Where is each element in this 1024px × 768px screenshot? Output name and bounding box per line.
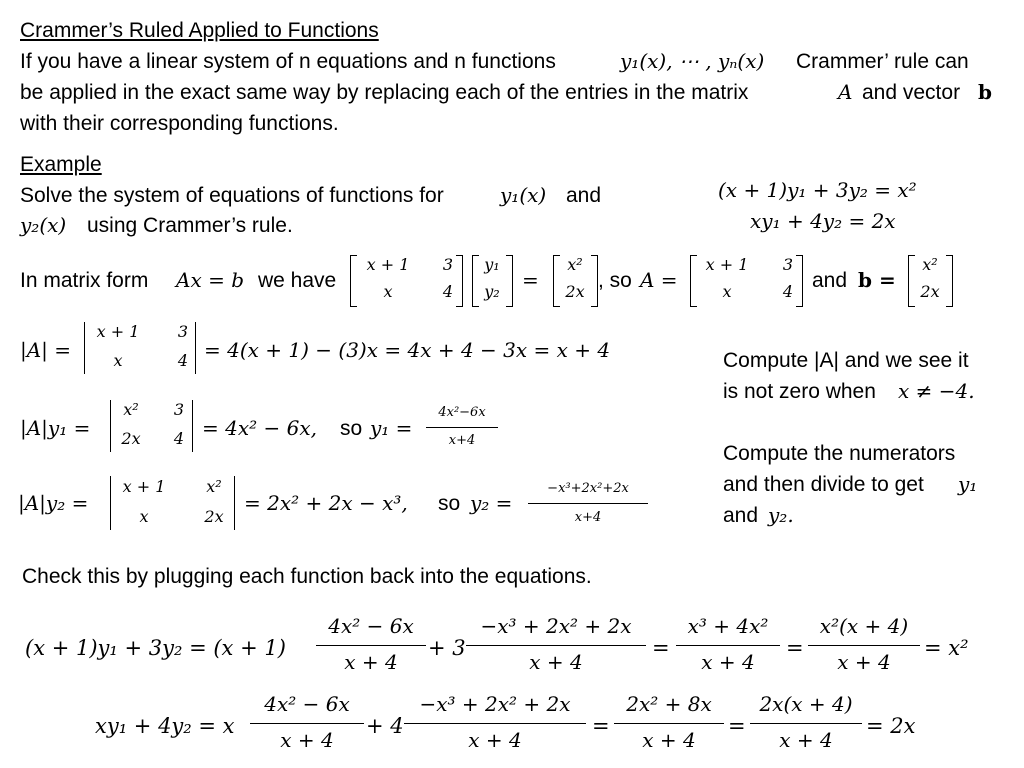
check-row2-eq2: =	[728, 714, 746, 738]
note-1-line-1: Compute |A| and we see it	[723, 349, 969, 372]
detY1-cell-11: x²	[123, 400, 139, 419]
detY1-cell-22: 4	[173, 429, 185, 448]
check-row1-eq2: =	[786, 636, 804, 660]
example-line-1: Solve the system of equations of functions for	[20, 184, 444, 207]
detY1-cell-12: 3	[173, 400, 185, 419]
matrix-cell-11: x + 1	[366, 255, 410, 274]
matrix-cell-12: 3	[442, 255, 454, 274]
fraction-bar	[676, 645, 780, 646]
fraction-bar	[750, 723, 862, 724]
check-row2-f1-num: 4x² − 6x	[264, 692, 350, 716]
vector-y2: y₂	[484, 282, 500, 301]
detY2-fraction-numerator: −x³+2x²+2x	[547, 481, 629, 496]
check-row2-f4-num: 2x(x + 4)	[759, 692, 853, 716]
check-row2-result: = 2x	[866, 714, 916, 738]
matrix-form-we-have: we have	[258, 269, 337, 292]
rhs-vector-1: x²	[567, 255, 583, 274]
b-vector-2: 2x	[920, 282, 940, 301]
detA-lhs: |A| =	[20, 338, 72, 362]
determinant-bar	[195, 322, 196, 374]
intro-line-3: with their corresponding functions.	[20, 112, 339, 135]
intro-line-1-end: Crammer’ rule can	[796, 50, 969, 73]
detY2-so: so	[438, 492, 461, 515]
check-row2-plus: + 4	[366, 714, 404, 738]
check-row1-f2-den: x + 4	[529, 650, 583, 674]
check-row1-f1-num: 4x² − 6x	[328, 614, 414, 638]
note-1-math: x ≠ −4.	[898, 379, 975, 403]
fraction-bar	[250, 723, 364, 724]
right-bracket	[796, 255, 803, 307]
A-cell-11: x + 1	[705, 255, 749, 274]
example-label: Example	[20, 153, 102, 176]
example-line-1-end: and	[566, 184, 602, 207]
detY1-rhs: = 4x² − 6x,	[202, 416, 317, 440]
detY2-cell-22: 2x	[204, 507, 224, 526]
fraction-bar	[316, 645, 426, 646]
detA-cell-22: 4	[177, 351, 189, 370]
matrix-cell-21: x	[383, 282, 393, 301]
intro-functions-math: y₁(x), ⋯ , yₙ(x)	[620, 49, 765, 73]
check-row2-f2-den: x + 4	[468, 728, 522, 752]
note-2-line-3: and	[723, 504, 759, 527]
check-row1-lhs: (x + 1)y₁ + 3y₂ = (x + 1)	[25, 636, 286, 660]
check-row2-eq1: =	[592, 714, 610, 738]
right-bracket	[946, 255, 953, 307]
check-row1-plus: + 3	[428, 636, 466, 660]
detY2-y-equals: y₂ =	[470, 491, 513, 515]
fraction-bar	[426, 427, 498, 428]
system-equation-2: xy₁ + 4y₂ = 2x	[750, 209, 896, 233]
detA-cell-11: x + 1	[96, 322, 140, 341]
b-vector-1: x²	[922, 255, 938, 274]
fraction-bar	[614, 723, 724, 724]
intro-line-2-mid: and vector	[862, 81, 961, 104]
check-row1-result: = x²	[924, 636, 969, 660]
check-row2-f3-num: 2x² + 8x	[626, 692, 712, 716]
detY2-cell-11: x + 1	[122, 477, 166, 496]
intro-matrix-A: A	[838, 80, 853, 104]
fraction-bar	[808, 645, 920, 646]
determinant-bar	[110, 400, 111, 452]
slide-title: Crammer’s Ruled Applied to Functions	[20, 19, 379, 42]
detY1-fraction-denominator: x+4	[448, 433, 476, 448]
fraction-bar	[466, 645, 646, 646]
note-2-y2: y₂.	[768, 503, 794, 527]
check-row1-f3-num: x³ + 4x²	[687, 614, 769, 638]
left-bracket	[350, 255, 357, 307]
check-row1-f1-den: x + 4	[344, 650, 398, 674]
matrix-A-equals: A =	[640, 268, 678, 292]
check-row2-f1-den: x + 4	[280, 728, 334, 752]
detY2-cell-21: x	[139, 507, 149, 526]
example-line-2: using Crammer’s rule.	[87, 214, 293, 237]
detA-cell-12: 3	[177, 322, 189, 341]
detY1-lhs: |A|y₁ =	[20, 416, 91, 440]
fraction-bar	[404, 723, 586, 724]
right-bracket	[456, 255, 463, 307]
example-y2: y₂(x)	[20, 213, 67, 237]
detA-rhs: = 4(x + 1) − (3)x = 4x + 4 − 3x = x + 4	[204, 338, 611, 362]
matrix-form-so: , so	[598, 269, 632, 292]
right-bracket	[506, 255, 513, 307]
detA-cell-21: x	[113, 351, 123, 370]
check-row2-f4-den: x + 4	[779, 728, 833, 752]
detY2-rhs: = 2x² + 2x − x³,	[244, 491, 408, 515]
example-y1: y₁(x)	[500, 183, 547, 207]
matrix-form-Axb: Ax = b	[176, 268, 244, 292]
intro-vector-b: b	[978, 80, 992, 104]
A-cell-22: 4	[782, 282, 794, 301]
matrix-cell-22: 4	[442, 282, 454, 301]
fraction-bar	[528, 503, 648, 504]
note-2-line-2: and then divide to get	[723, 473, 924, 496]
check-row1-f4-den: x + 4	[837, 650, 891, 674]
rhs-vector-2: 2x	[565, 282, 585, 301]
detY2-fraction-denominator: x+4	[574, 510, 602, 525]
check-row1-f3-den: x + 4	[701, 650, 755, 674]
determinant-bar	[84, 322, 85, 374]
check-row2-lhs: xy₁ + 4y₂ = x	[95, 714, 235, 738]
intro-line-1: If you have a linear system of n equations and n functions	[20, 50, 556, 73]
detY2-lhs: |A|y₂ =	[18, 491, 89, 515]
equals-sign: =	[522, 268, 539, 292]
check-row2-f2-num: −x³ + 2x² + 2x	[419, 692, 571, 716]
system-equation-1: (x + 1)y₁ + 3y₂ = x²	[718, 178, 917, 202]
matrix-form-and: and	[812, 269, 848, 292]
right-bracket	[591, 255, 598, 307]
determinant-bar	[234, 476, 235, 530]
check-row2-f3-den: x + 4	[642, 728, 696, 752]
check-row1-eq1: =	[652, 636, 670, 660]
detY2-cell-12: x²	[206, 477, 222, 496]
vector-y1: y₁	[484, 255, 500, 274]
vector-b-equals: b =	[858, 268, 896, 292]
detY1-cell-21: 2x	[121, 429, 141, 448]
A-cell-12: 3	[782, 255, 794, 274]
detY1-y-equals: y₁ =	[370, 416, 413, 440]
note-1-line-2: is not zero when	[723, 380, 876, 403]
check-row1-f2-num: −x³ + 2x² + 2x	[480, 614, 632, 638]
detY1-fraction-numerator: 4x²−6x	[438, 405, 486, 420]
detY1-so: so	[340, 417, 363, 440]
check-instruction: Check this by plugging each function back into the equations.	[22, 565, 592, 588]
note-2-line-1: Compute the numerators	[723, 442, 956, 465]
matrix-form-label: In matrix form	[20, 269, 149, 292]
note-2-y1: y₁	[958, 472, 978, 496]
A-cell-21: x	[722, 282, 732, 301]
intro-line-2: be applied in the exact same way by replacing each of the entries in the matrix	[20, 81, 749, 104]
determinant-bar	[192, 400, 193, 452]
check-row1-f4-num: x²(x + 4)	[819, 614, 909, 638]
determinant-bar	[110, 476, 111, 530]
